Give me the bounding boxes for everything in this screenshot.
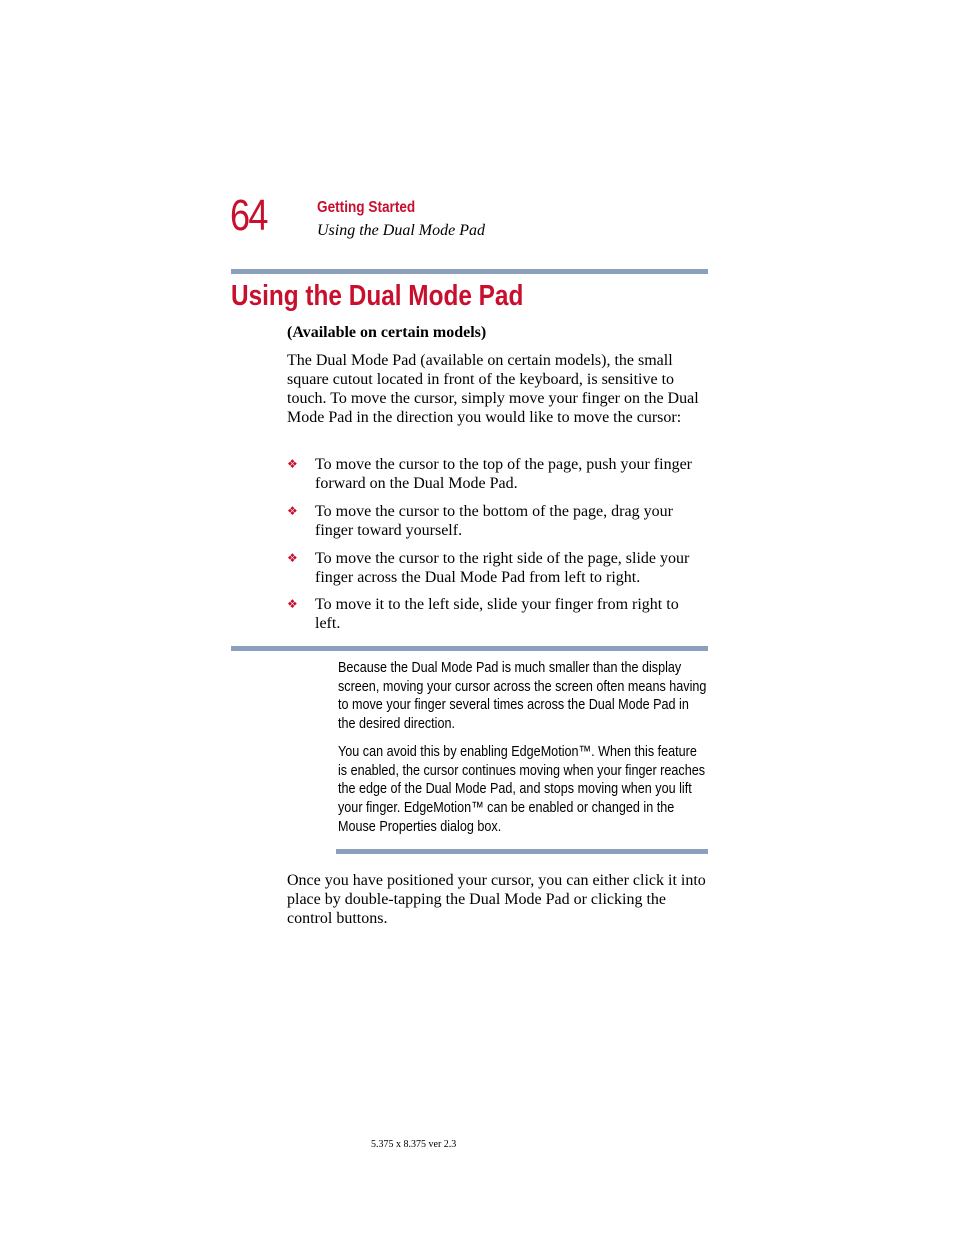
list-item: [287, 549, 707, 587]
diamond-bullet-icon: ❖: [287, 597, 298, 611]
list-item-text: To move the cursor to the right side of the page, slide your finger across the Dual Mode Pad from left to right.: [315, 550, 690, 586]
note-divider-bottom: [336, 849, 708, 854]
note-paragraph-2: [338, 743, 708, 837]
availability-note: (Available on certain models): [287, 324, 487, 341]
section-subtitle: Using the Dual Mode Pad: [317, 222, 485, 239]
chapter-title: Getting Started: [317, 199, 416, 216]
note-divider-top: [231, 646, 708, 651]
page-number: 64: [230, 191, 267, 240]
diamond-bullet-icon: ❖: [287, 504, 298, 518]
note-text: You can avoid this by enabling EdgeMotion™. When this feature is enabled, the cursor continues moving when your finger reaches the edge of the Dual Mode Pad, and stops moving when you lift your finger. EdgeMotion™ can be enabled or changed in the Mouse Properties dialog box.: [338, 743, 706, 835]
closing-paragraph: Once you have positioned your cursor, you can either click it into place by double-tapping the Dual Mode Pad or clicking the control buttons.: [287, 872, 706, 927]
list-item: [287, 455, 707, 493]
footer-version: 5.375 x 8.375 ver 2.3: [371, 1139, 457, 1150]
list-item: [287, 595, 707, 633]
intro-paragraph: The Dual Mode Pad (available on certain models), the small square cutout located in front of the keyboard, is sensitive to touch. To move the cursor, simply move your finger on the Dual Mode Pad in the direction you would like to move the cursor:: [287, 352, 699, 426]
note-paragraph-1: [338, 659, 708, 734]
note-text: Because the Dual Mode Pad is much smaller than the display screen, moving your cursor across the screen often means having to move your finger several times across the Dual Mode Pad in the desired direction.: [338, 659, 707, 733]
diamond-bullet-icon: ❖: [287, 457, 298, 471]
list-item-text: To move the cursor to the bottom of the page, drag your finger toward yourself.: [315, 503, 673, 539]
section-heading: Using the Dual Mode Pad: [231, 280, 524, 312]
header-divider: [231, 269, 708, 274]
list-item-text: To move the cursor to the top of the page, push your finger forward on the Dual Mode Pad.: [315, 456, 693, 492]
list-item: [287, 502, 707, 540]
list-item-text: To move it to the left side, slide your finger from right to left.: [315, 596, 679, 632]
diamond-bullet-icon: ❖: [287, 551, 298, 565]
